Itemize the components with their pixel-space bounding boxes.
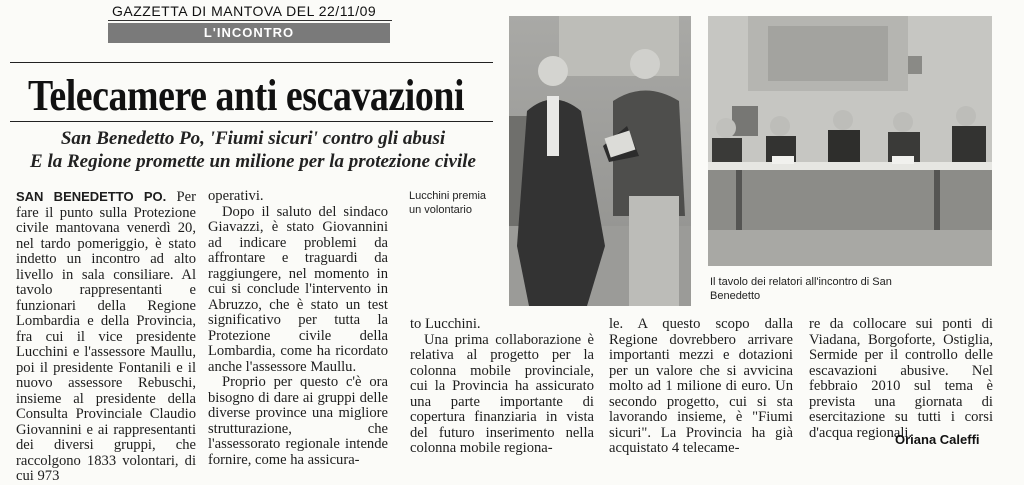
column-3-para-1: to Lucchini. — [410, 316, 481, 332]
section-label: L'INCONTRO — [108, 23, 390, 43]
column-1-text: Per fare il punto sulla Protezione civile mantovana venerdì 20, nel tardo pomeriggio, è stato indetto un incontro ad alto livello in sala consiliare. Al tavolo rappresentanti e funzionari della Regione Lombardia e della Provincia, fra cui il vice presidente Lucchini e l'assessore Maullu, poi il presidente Fontanili e il nuovo assessore Rebuschi, insieme al presidente della Consulta Provinciale Claudio Giovannini e ai rappresentanti dei diversi gruppi, che raccolgono 1833 volontari, di cui 973 — [16, 189, 196, 484]
article-column-3 — [410, 317, 594, 457]
article-column-1 — [16, 189, 196, 485]
headline: Telecamere anti escavazioni — [28, 71, 465, 120]
column-4-text: le. A questo scopo dalla Regione dovrebbero arrivare importanti mezzi e dotazioni per un valore che si avvicina molto ad 1 milione di euro. Un secondo progetto, cui si sta lavorando insieme, è "Fiumi sicuri". La Provincia ha già acquistato 4 telecame- — [609, 316, 793, 456]
masthead-rule — [108, 20, 392, 21]
column-2-para-3: Proprio per questo c'è ora bisogno di dare ai gruppi delle diverse province una migliore strutturazione, che l'assessorato regionale intende fornire, come ha assicura- — [208, 374, 388, 468]
article-column-4 — [609, 317, 793, 457]
photo-2-caption: Il tavolo dei relatori all'incontro di San Benedetto — [710, 276, 892, 302]
masthead: GAZZETTA DI MANTOVA DEL 22/11/09 — [112, 3, 377, 19]
photo-speakers-table — [708, 16, 992, 266]
dateline: SAN BENEDETTO PO. — [16, 189, 167, 204]
photo-1-caption: Lucchini premia un volontario — [409, 190, 487, 216]
column-5-text: re da collocare sui ponti di Viadana, Borgoforte, Ostiglia, Sermide per il controllo delle escavazioni abusive. Nel febbraio 2010 sul tema è prevista una giornata di esercitazione su tutti i corsi d'acqua regionali. — [809, 316, 993, 441]
column-2-para-1: operativi. — [208, 188, 264, 204]
headline-rule-bottom — [10, 121, 493, 122]
photo-award — [509, 16, 691, 306]
article-column-2 — [208, 189, 388, 468]
column-2-para-2: Dopo il saluto del sindaco Giavazzi, è stato Giovannini ad indicare problemi da affrontare e traguardi da raggiungere, nel momento in cui si conclude l'intervento in Abruzzo, che è stato un test significativo per tutta la Protezione civile della Lombardia, come ha ricordato anche l'assessore Maullu. — [208, 203, 388, 375]
headline-rule-top — [10, 62, 493, 63]
subheadline-2: E la Regione promette un milione per la protezione civile — [30, 151, 476, 172]
article-column-5 — [809, 317, 993, 441]
byline: Oriana Caleffi — [895, 432, 980, 447]
column-3-para-2: Una prima collaborazione è relativa al progetto per la colonna mobile provinciale, cui la Provincia ha assicurato una parte importante di copertura finanziaria in vista del futuro inserimento nella colonna mobile regiona- — [410, 331, 594, 456]
subheadline-1: San Benedetto Po, 'Fiumi sicuri' contro gli abusi — [60, 128, 446, 149]
